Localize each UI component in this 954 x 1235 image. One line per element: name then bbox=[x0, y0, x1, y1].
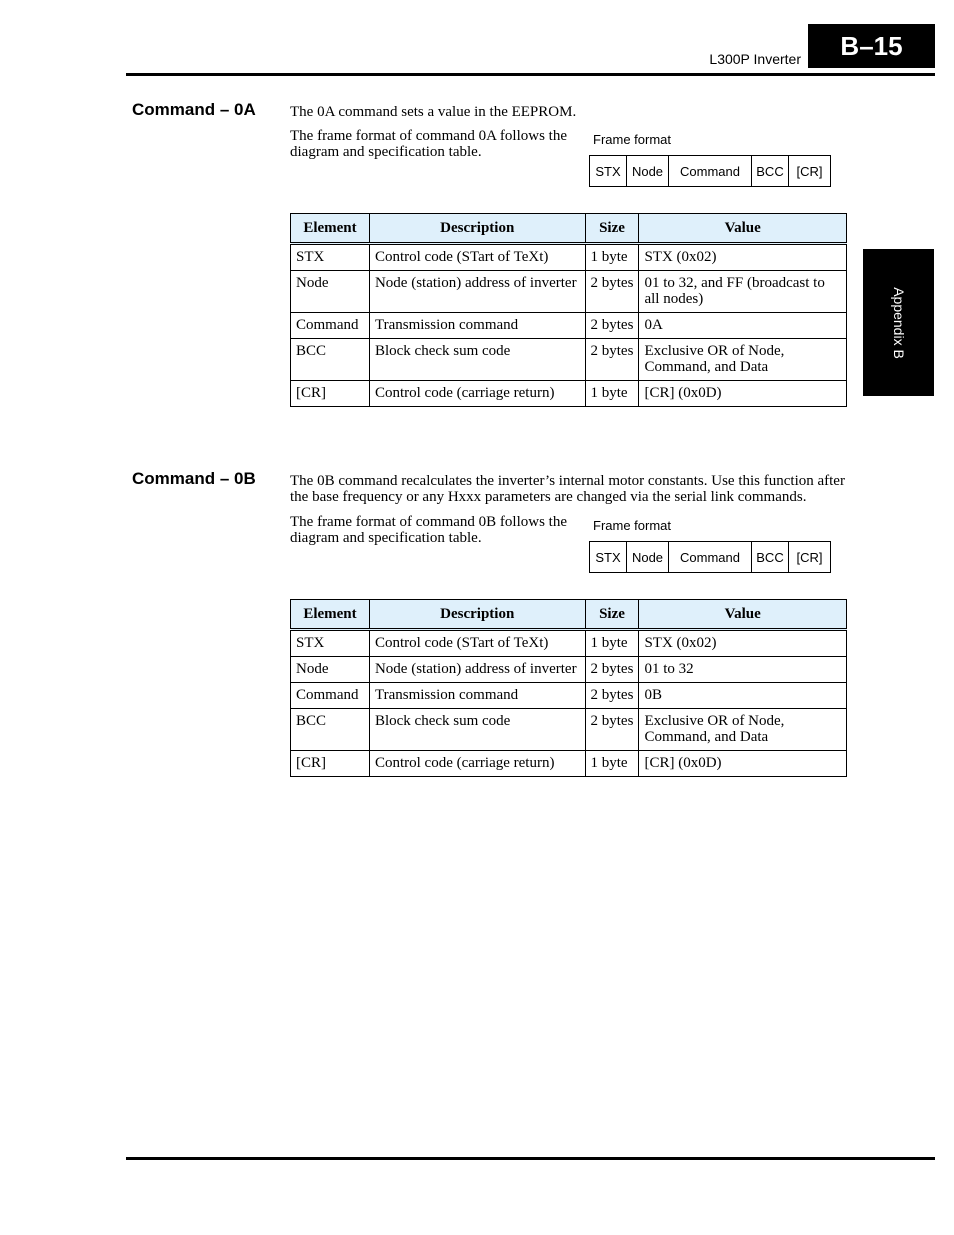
column-header-element: Element bbox=[291, 214, 370, 244]
cell-value: STX (0x02) bbox=[639, 244, 847, 271]
table-row bbox=[291, 244, 847, 271]
cell-size: 2 bytes bbox=[585, 709, 639, 751]
cell-element: Node bbox=[291, 271, 370, 313]
column-header-value: Value bbox=[639, 600, 847, 630]
table-row bbox=[291, 313, 847, 339]
cell-size: 2 bytes bbox=[585, 657, 639, 683]
cell-value: 01 to 32, and FF (broadcast to all nodes) bbox=[639, 271, 847, 313]
cell-size: 2 bytes bbox=[585, 339, 639, 381]
page-number-badge: B–15 bbox=[808, 24, 935, 68]
cell-size: 2 bytes bbox=[585, 271, 639, 313]
spec-table-0a bbox=[290, 213, 847, 407]
cell-description: Node (station) address of inverter bbox=[369, 271, 585, 313]
cell-size: 1 byte bbox=[585, 751, 639, 777]
table-header-row bbox=[291, 600, 847, 630]
frame-format-diagram-0a bbox=[589, 155, 831, 187]
table-row bbox=[291, 683, 847, 709]
cell-size: 1 byte bbox=[585, 630, 639, 657]
frame-format-diagram-0b bbox=[589, 541, 831, 573]
column-header-element: Element bbox=[291, 600, 370, 630]
cell-description: Block check sum code bbox=[369, 339, 585, 381]
spec-table-0b bbox=[290, 599, 847, 777]
table-row bbox=[291, 339, 847, 381]
frame-cell-bcc: BCC bbox=[752, 542, 789, 572]
cell-description: Transmission command bbox=[369, 683, 585, 709]
cell-value: Exclusive OR of Node, Command, and Data bbox=[639, 709, 847, 751]
table-row bbox=[291, 630, 847, 657]
running-header-title: L300P Inverter bbox=[709, 51, 801, 67]
cell-value: [CR] (0x0D) bbox=[639, 751, 847, 777]
cell-value: 0A bbox=[639, 313, 847, 339]
cell-element: BCC bbox=[291, 339, 370, 381]
frame-cell-node: Node bbox=[627, 542, 669, 572]
cell-description: Control code (STart of TeXt) bbox=[369, 244, 585, 271]
section-0b-intro: The 0B command recalculates the inverter’s internal motor constants. Use this function after the base frequency or any Hxxx parameters are changed via the serial link commands. bbox=[290, 473, 845, 505]
section-heading-0b: Command – 0B bbox=[132, 469, 256, 488]
appendix-side-tab bbox=[863, 249, 934, 396]
frame-cell-cr: [CR] bbox=[796, 163, 823, 179]
section-0a-frame-note: The frame format of command 0A follows the diagram and specification table. bbox=[290, 128, 568, 160]
frame-format-label-0a: Frame format bbox=[593, 132, 672, 147]
side-tab-label: Appendix B bbox=[890, 286, 907, 359]
table-row bbox=[291, 381, 847, 407]
cell-value: [CR] (0x0D) bbox=[639, 381, 847, 407]
section-0b-frame-note: The frame format of command 0B follows the diagram and specification table. bbox=[290, 514, 568, 546]
section-0a-intro: The 0A command sets a value in the EEPROM. bbox=[290, 104, 577, 120]
column-header-value: Value bbox=[639, 214, 847, 244]
frame-cell-command: Command bbox=[669, 156, 752, 186]
footer-rule bbox=[126, 1157, 935, 1160]
table-row bbox=[291, 709, 847, 751]
cell-description: Block check sum code bbox=[369, 709, 585, 751]
cell-element: Node bbox=[291, 657, 370, 683]
cell-value: Exclusive OR of Node, Command, and Data bbox=[639, 339, 847, 381]
table-row bbox=[291, 657, 847, 683]
frame-cell-bcc: BCC bbox=[752, 156, 789, 186]
table-row bbox=[291, 271, 847, 313]
cell-size: 2 bytes bbox=[585, 683, 639, 709]
cell-description: Control code (carriage return) bbox=[369, 751, 585, 777]
cell-description: Control code (STart of TeXt) bbox=[369, 630, 585, 657]
cell-element: [CR] bbox=[291, 751, 370, 777]
frame-cell-stx: STX bbox=[590, 542, 627, 572]
frame-cell-node: Node bbox=[627, 156, 669, 186]
frame-cell-command: Command bbox=[669, 542, 752, 572]
cell-value: 0B bbox=[639, 683, 847, 709]
frame-format-label-0b: Frame format bbox=[593, 518, 672, 533]
column-header-description: Description bbox=[369, 214, 585, 244]
cell-value: STX (0x02) bbox=[639, 630, 847, 657]
frame-cell-stx: STX bbox=[590, 156, 627, 186]
cell-element: Command bbox=[291, 683, 370, 709]
section-heading-0a: Command – 0A bbox=[132, 100, 256, 119]
column-header-description: Description bbox=[369, 600, 585, 630]
cell-description: Control code (carriage return) bbox=[369, 381, 585, 407]
cell-element: STX bbox=[291, 630, 370, 657]
table-header-row bbox=[291, 214, 847, 244]
cell-description: Transmission command bbox=[369, 313, 585, 339]
column-header-size: Size bbox=[585, 214, 639, 244]
column-header-size: Size bbox=[585, 600, 639, 630]
frame-cell-cr: [CR] bbox=[796, 549, 823, 565]
cell-size: 1 byte bbox=[585, 381, 639, 407]
cell-size: 1 byte bbox=[585, 244, 639, 271]
cell-element: STX bbox=[291, 244, 370, 271]
header-rule bbox=[126, 73, 935, 76]
cell-element: BCC bbox=[291, 709, 370, 751]
cell-description: Node (station) address of inverter bbox=[369, 657, 585, 683]
cell-element: Command bbox=[291, 313, 370, 339]
cell-size: 2 bytes bbox=[585, 313, 639, 339]
table-row bbox=[291, 751, 847, 777]
cell-value: 01 to 32 bbox=[639, 657, 847, 683]
cell-element: [CR] bbox=[291, 381, 370, 407]
